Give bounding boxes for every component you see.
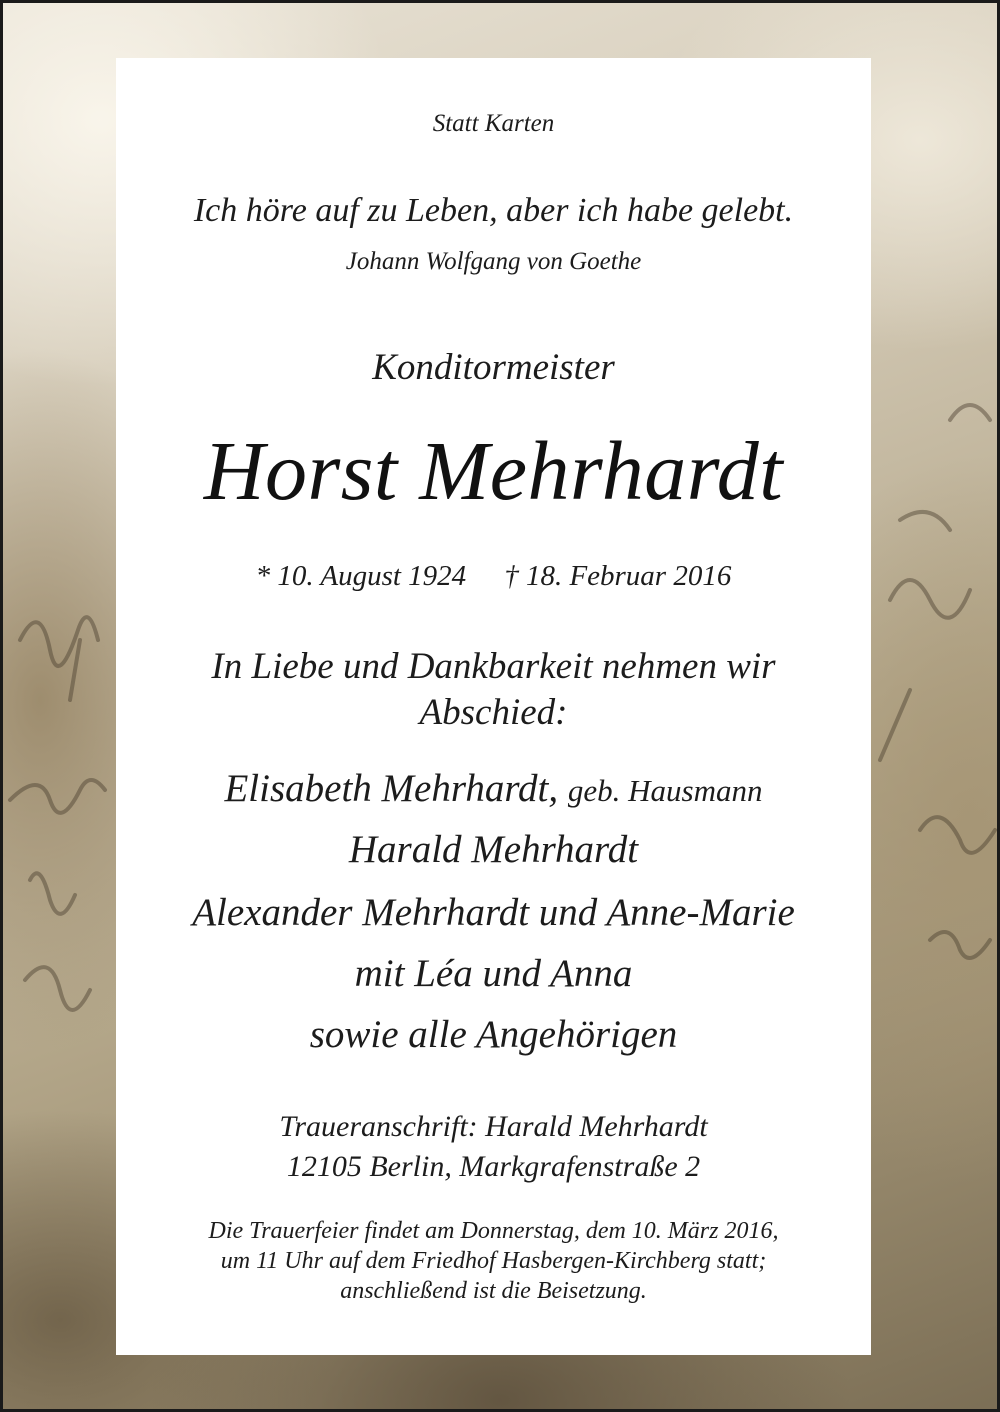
obituary-card: [116, 58, 871, 1355]
deceased-name: Horst Mehrhardt: [203, 425, 784, 518]
mourner-maiden-name: geb. Hausmann: [567, 773, 763, 808]
mourning-address-line: Traueranschrift: Harald Mehrhardt: [279, 1110, 708, 1143]
death-date: † 18. Februar 2016: [504, 560, 732, 592]
ceremony-line: Die Trauerfeier findet am Donnerstag, dem 10. März 2016,: [208, 1218, 779, 1244]
mourner-name: Elisabeth Mehrhardt,: [224, 767, 559, 810]
farewell-intro-line2: Abschied:: [419, 692, 568, 733]
quote-text: Ich höre auf zu Leben, aber ich habe gelebt.: [193, 192, 794, 229]
mourner-line: Alexander Mehrhardt und Anne-Marie: [192, 891, 795, 934]
quote-author: Johann Wolfgang von Goethe: [345, 248, 642, 275]
mourner-line: mit Léa und Anna: [354, 952, 633, 995]
profession-title: Konditormeister: [372, 347, 615, 388]
mourner-line: Harald Mehrhardt: [348, 828, 639, 871]
farewell-intro: [116, 644, 871, 736]
farewell-intro-line1: In Liebe und Dankbarkeit nehmen wir: [211, 646, 776, 687]
mourning-address-line: 12105 Berlin, Markgrafenstraße 2: [286, 1150, 701, 1183]
header-label: Statt Karten: [432, 110, 555, 137]
birth-date: * 10. August 1924: [255, 560, 467, 592]
life-dates: [116, 560, 871, 593]
ceremony-details: [116, 1216, 871, 1306]
mourner-line: [116, 766, 871, 811]
ceremony-line: anschließend ist die Beisetzung.: [340, 1278, 647, 1304]
mourner-line: sowie alle Angehörigen: [309, 1013, 678, 1056]
ceremony-line: um 11 Uhr auf dem Friedhof Hasbergen-Kirchberg statt;: [220, 1248, 767, 1274]
